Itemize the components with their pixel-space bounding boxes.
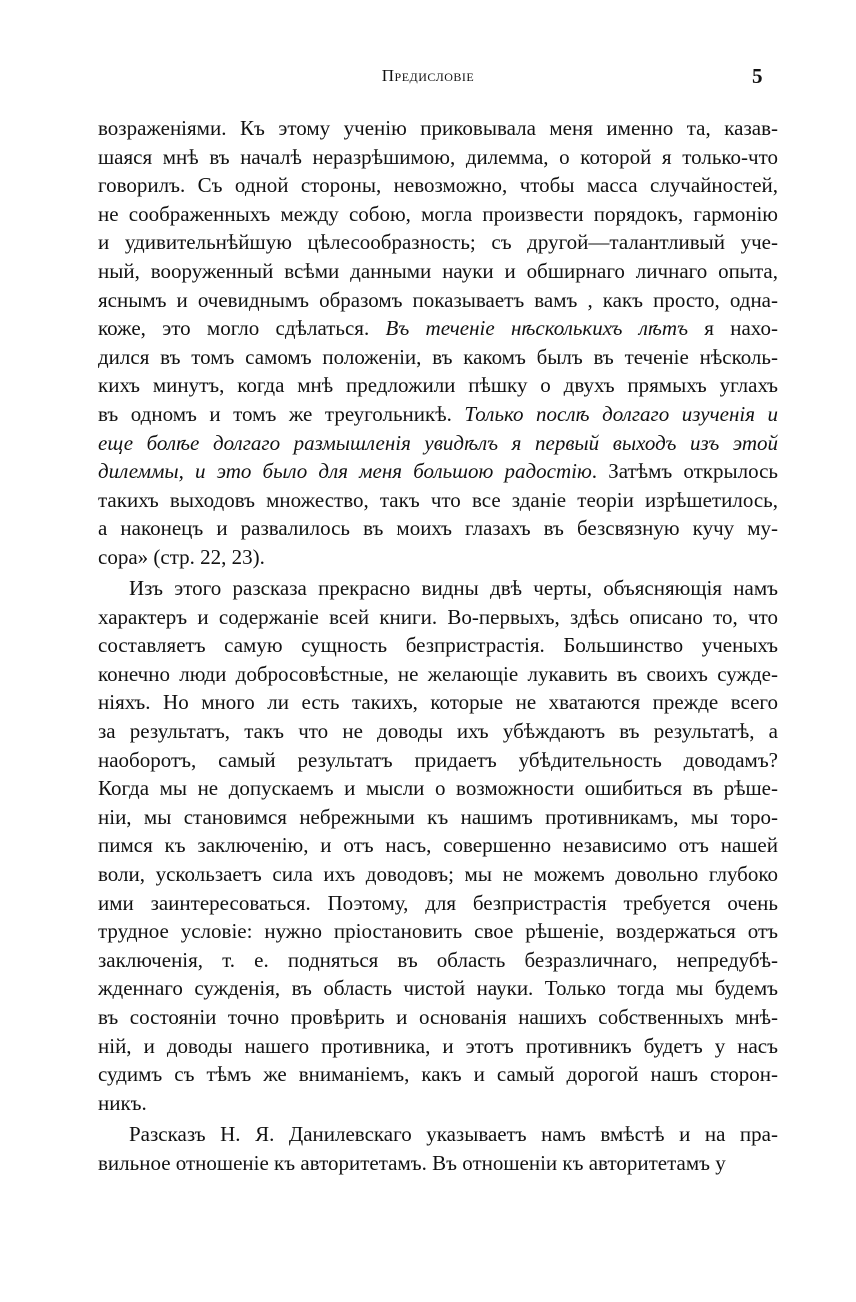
page-number: 5 bbox=[752, 64, 763, 88]
text-line bbox=[98, 717, 778, 746]
line-content bbox=[98, 717, 778, 746]
text-segment: Изъ этого разсказа прекрасно видны двѣ черты, объясняющія намъ bbox=[129, 576, 778, 601]
line-content bbox=[98, 228, 778, 257]
text-line bbox=[98, 371, 778, 400]
text-segment: конечно люди добросовѣстные, не желающіе лукавить въ своихъ сужде- bbox=[98, 661, 778, 686]
text-segment: ніи, мы становимся небрежными къ нашимъ противникамъ, мы торо- bbox=[98, 804, 778, 829]
text-segment: за результатъ, такъ что не доводы ихъ убѣждаютъ въ результатѣ, а bbox=[98, 719, 778, 744]
line-content bbox=[98, 889, 778, 918]
line-content bbox=[98, 400, 778, 429]
text-line bbox=[98, 917, 778, 946]
text-segment: судимъ съ тѣмъ же вниманіемъ, какъ и самый дорогой нашъ сторон- bbox=[98, 1062, 778, 1087]
text-segment: такихъ выходовъ множество, такъ что все зданіе теоріи изрѣшетилось, bbox=[98, 487, 778, 512]
line-content bbox=[98, 974, 778, 1003]
text-segment: составляетъ самую сущность безпристрастія. Большинство ученыхъ bbox=[98, 633, 778, 658]
text-line bbox=[98, 429, 778, 458]
text-line bbox=[98, 603, 778, 632]
paragraph bbox=[98, 574, 778, 1117]
line-content bbox=[98, 917, 778, 946]
text-line bbox=[98, 574, 778, 603]
text-segment: жденнаго сужденія, въ область чистой науки. Только тогда мы будемъ bbox=[98, 976, 778, 1001]
text-line bbox=[98, 514, 778, 543]
line-content bbox=[98, 831, 778, 860]
text-line bbox=[98, 889, 778, 918]
text-segment: сора» (стр. 22, 23). bbox=[98, 544, 265, 569]
text-line bbox=[98, 774, 778, 803]
text-segment: Разсказъ Н. Я. Данилевскаго указываетъ намъ вмѣстѣ и на пра- bbox=[129, 1121, 778, 1146]
text-segment: ній, и доводы нашего противника, и этотъ противникъ будетъ у насъ bbox=[98, 1033, 778, 1058]
text-segment: возраженіями. Къ этому ученію приковывала меня именно та, казав- bbox=[98, 116, 778, 140]
line-content bbox=[98, 171, 778, 200]
line-content bbox=[98, 1089, 147, 1118]
text-segment: Когда мы не допускаемъ и мысли о возможности ошибиться въ рѣше- bbox=[98, 776, 778, 801]
text-line bbox=[98, 400, 778, 429]
text-line bbox=[98, 1089, 778, 1118]
text-segment: въ одномъ и томъ же треугольникѣ. bbox=[98, 401, 465, 426]
line-content bbox=[98, 457, 778, 486]
line-content bbox=[98, 286, 778, 315]
text-line bbox=[98, 1149, 778, 1178]
paragraph bbox=[98, 1120, 778, 1177]
line-content bbox=[129, 574, 778, 603]
line-content bbox=[98, 946, 778, 975]
line-content bbox=[98, 114, 778, 143]
body-text bbox=[98, 114, 778, 1177]
text-line bbox=[98, 746, 778, 775]
text-segment: ніяхъ. Но много ли есть такихъ, которые не хватаются прежде всего bbox=[98, 690, 778, 715]
text-line bbox=[98, 1032, 778, 1061]
italic-text: еще болѣе долгаго размышленія увидѣлъ я первый выходъ изъ этой bbox=[98, 430, 778, 455]
text-segment: въ состояніи точно провѣрить и основанія нашихъ собственныхъ мнѣ- bbox=[98, 1005, 778, 1029]
running-header-title: Предисловіе bbox=[381, 66, 475, 85]
line-content bbox=[98, 257, 778, 286]
text-segment: воли, ускользаетъ сила ихъ доводовъ; мы не можемъ довольно глубоко bbox=[98, 862, 778, 887]
line-content bbox=[98, 660, 778, 689]
line-content bbox=[98, 803, 778, 832]
line-content bbox=[98, 371, 778, 400]
text-line bbox=[98, 314, 778, 343]
text-line bbox=[98, 860, 778, 889]
text-segment: я нахо- bbox=[687, 316, 779, 341]
text-line bbox=[98, 688, 778, 717]
italic-text: дилеммы, и это было для меня большою радостію bbox=[98, 459, 592, 484]
text-line bbox=[98, 200, 778, 229]
text-line bbox=[98, 631, 778, 660]
line-content bbox=[98, 774, 778, 803]
text-segment: вильное отношеніе къ авторитетамъ. Въ отношеніи къ авторитетамъ у bbox=[98, 1150, 726, 1175]
text-segment: кихъ минутъ, когда мнѣ предложили пѣшку о двухъ прямыхъ углахъ bbox=[98, 373, 778, 398]
text-line bbox=[98, 1060, 778, 1089]
line-content bbox=[98, 314, 778, 343]
line-content bbox=[98, 143, 778, 172]
text-segment: коже, это могло сдѣлаться. bbox=[98, 316, 386, 341]
text-line bbox=[98, 660, 778, 689]
italic-text: Только послѣ долгаго изученія и bbox=[464, 401, 778, 426]
line-content bbox=[98, 746, 778, 775]
line-content bbox=[98, 688, 778, 717]
text-segment: пимся къ заключенію, и отъ насъ, совершенно независимо отъ нашей bbox=[98, 833, 778, 858]
line-content bbox=[98, 603, 778, 632]
text-segment: а наконецъ и развалилось въ моихъ глазахъ въ безсвязную кучу му- bbox=[98, 516, 778, 541]
text-segment: шаяся мнѣ въ началѣ неразрѣшимою, дилемма, о которой я только-что bbox=[98, 144, 778, 169]
text-segment: наоборотъ, самый результатъ придаетъ убѣдительность доводамъ? bbox=[98, 747, 778, 772]
text-segment: говорилъ. Съ одной стороны, невозможно, чтобы масса случайностей, bbox=[98, 173, 778, 198]
text-line bbox=[98, 486, 778, 515]
line-content bbox=[98, 486, 778, 515]
text-line bbox=[98, 1003, 778, 1032]
line-content bbox=[129, 1120, 778, 1149]
text-segment: дился въ томъ самомъ положеніи, въ какомъ былъ въ теченіе нѣсколь- bbox=[98, 344, 778, 369]
line-content bbox=[98, 1060, 778, 1089]
paragraph bbox=[98, 114, 778, 572]
text-segment: трудное условіе: нужно пріостановить свое рѣшеніе, воздержаться отъ bbox=[98, 919, 778, 944]
line-content bbox=[98, 631, 778, 660]
line-content bbox=[98, 1003, 778, 1032]
line-content bbox=[98, 1032, 778, 1061]
text-segment: ный, вооруженный всѣми данными науки и обширнаго личнаго опыта, bbox=[98, 258, 778, 283]
text-line bbox=[98, 803, 778, 832]
text-line bbox=[98, 286, 778, 315]
text-line bbox=[98, 946, 778, 975]
text-segment: характеръ и содержаніе всей книги. Во-первыхъ, здѣсь описано то, что bbox=[98, 604, 778, 629]
text-line bbox=[98, 257, 778, 286]
text-line bbox=[98, 143, 778, 172]
text-segment: и удивительнѣйшую цѣлесообразность; съ другой—талантливый уче- bbox=[98, 230, 778, 255]
text-line bbox=[98, 457, 778, 486]
text-line bbox=[98, 974, 778, 1003]
text-segment: заключенія, т. е. подняться въ область безразличнаго, непредубѣ- bbox=[98, 947, 778, 972]
text-line bbox=[98, 343, 778, 372]
text-segment: не соображенныхъ между собою, могла произвести порядокъ, гармонію bbox=[98, 201, 778, 226]
line-content bbox=[98, 1149, 726, 1178]
text-segment: никъ. bbox=[98, 1090, 147, 1115]
text-segment: . Затѣмъ открылось bbox=[591, 459, 778, 484]
line-content bbox=[98, 200, 778, 229]
text-segment: ими заинтересоваться. Поэтому, для безпристрастія требуется очень bbox=[98, 890, 778, 915]
line-content bbox=[98, 514, 778, 543]
text-line bbox=[98, 228, 778, 257]
text-line bbox=[98, 831, 778, 860]
text-line bbox=[98, 1120, 778, 1149]
text-segment: яснымъ и очевиднымъ образомъ показываетъ вамъ , какъ просто, одна- bbox=[98, 287, 778, 312]
line-content bbox=[98, 543, 265, 572]
line-content bbox=[98, 860, 778, 889]
italic-text: Въ теченіе нѣсколькихъ лѣтъ bbox=[385, 316, 688, 341]
text-line bbox=[98, 114, 778, 143]
line-content bbox=[98, 343, 778, 372]
text-line bbox=[98, 543, 778, 572]
text-line bbox=[98, 171, 778, 200]
line-content bbox=[98, 429, 778, 458]
